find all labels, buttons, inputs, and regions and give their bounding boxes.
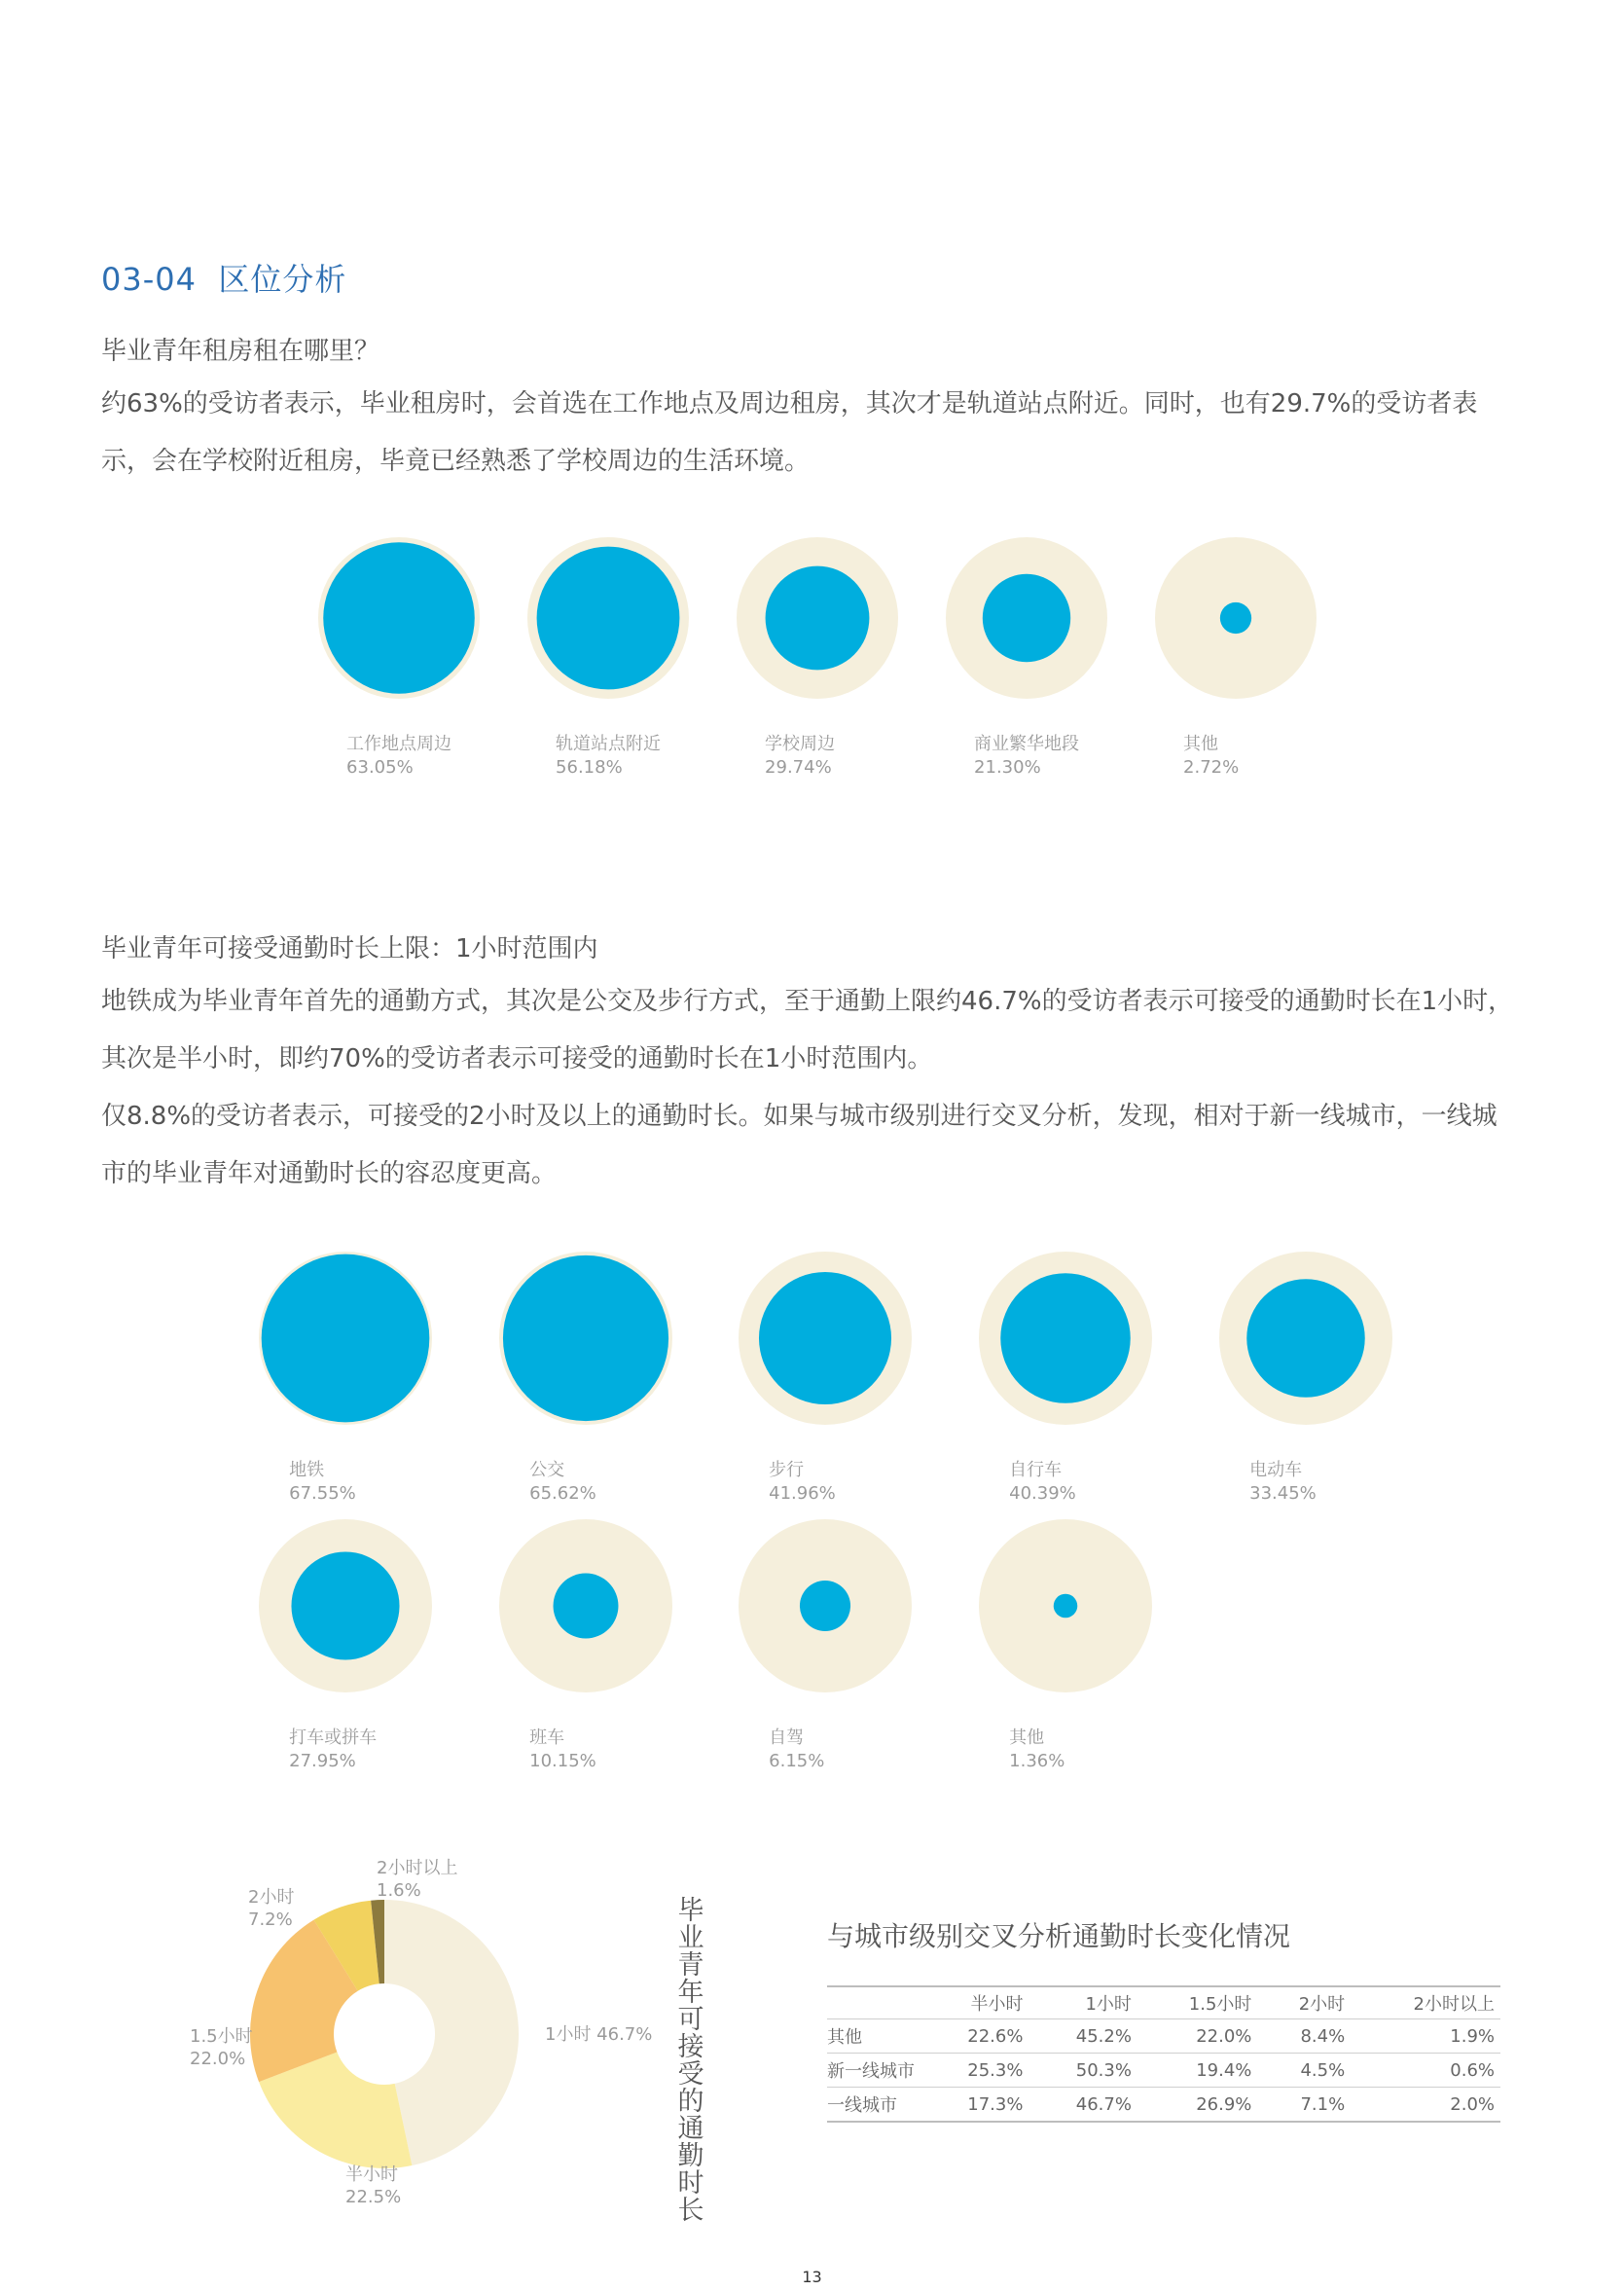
donut-value-label: 1小时 46.7% <box>545 2024 653 2045</box>
bubble-category-label: 其他 <box>1009 1727 1045 1748</box>
bubble-item <box>1155 537 1317 778</box>
commute-duration-donut <box>146 1839 671 2229</box>
bubble-item <box>739 1519 912 1771</box>
table-cell: 46.7% <box>1029 2088 1137 2123</box>
bubble-value-mark <box>262 1255 430 1423</box>
table-cell: 26.9% <box>1137 2088 1257 2123</box>
table-title: 与城市级别交叉分析通勤时长变化情况 <box>827 1920 1291 1952</box>
bubble-value-label: 6.15% <box>769 1751 825 1771</box>
bubble-value-label: 56.18% <box>556 757 623 778</box>
bubble-value-mark <box>1000 1273 1130 1402</box>
bubble-category-label: 班车 <box>529 1727 565 1748</box>
bubble-value-mark <box>759 1272 891 1404</box>
table-header-row <box>827 1986 1500 2019</box>
table-cell: 7.1% <box>1257 2088 1351 2123</box>
bubble-value-label: 10.15% <box>529 1751 596 1771</box>
table-row-label: 其他 <box>827 2019 920 2054</box>
bubble-value-label: 21.30% <box>974 757 1041 778</box>
bubble-value-label: 63.05% <box>346 757 414 778</box>
bubble-value-label: 27.95% <box>289 1751 356 1771</box>
bubble-value-label: 40.39% <box>1009 1483 1076 1504</box>
table-cell: 4.5% <box>1257 2054 1351 2088</box>
bubble-value-mark <box>766 566 870 671</box>
donut-slice <box>384 1900 519 2165</box>
donut-value-label: 1.6% <box>377 1880 421 1901</box>
table-row-label: 新一线城市 <box>827 2054 920 2088</box>
q2-title: 毕业青年可接受通勤时长上限：1小时范围内 <box>101 934 598 964</box>
bubble-value-mark <box>800 1581 850 1631</box>
bubble-value-label: 1.36% <box>1009 1751 1065 1771</box>
bubble-category-label: 学校周边 <box>765 734 836 754</box>
bubble-item <box>979 1252 1152 1504</box>
bubble-value-mark <box>537 547 680 690</box>
bubble-value-mark <box>554 1574 619 1639</box>
q2-paragraph-2: 仅8.8%的受访者表示，可接受的2小时及以上的通勤时长。如果与城市级别进行交叉分析，发现，相对于新一线城市，一线城市的毕业青年对通勤时长的容忍度更高。 <box>101 1102 1498 1188</box>
bubble-item <box>499 1519 672 1771</box>
table-cell: 0.6% <box>1351 2054 1500 2088</box>
bubble-category-label: 电动车 <box>1249 1460 1303 1480</box>
table-cell: 50.3% <box>1029 2054 1137 2088</box>
table-header-cell: 1.5小时 <box>1137 1986 1257 2019</box>
bubble-category-label: 自驾 <box>769 1727 805 1748</box>
bubble-value-label: 33.45% <box>1249 1483 1317 1504</box>
bubble-item <box>1219 1252 1392 1504</box>
bubble-item <box>737 537 898 778</box>
bubble-item <box>979 1519 1152 1771</box>
donut-category-label: 半小时 <box>345 2164 398 2185</box>
donut-title: 毕业青年可接受的通勤时长 <box>677 1896 704 2226</box>
bubble-value-mark <box>503 1255 668 1421</box>
table-header-cell: 2小时 <box>1257 1986 1351 2019</box>
bubble-value-label: 65.62% <box>529 1483 596 1504</box>
bubble-item <box>946 537 1107 778</box>
table-row <box>827 2019 1500 2054</box>
table-header-cell: 2小时以上 <box>1351 1986 1500 2019</box>
bubble-category-label: 步行 <box>769 1460 805 1480</box>
page-number: 13 <box>802 2268 822 2286</box>
q1-title: 毕业青年租房租在哪里？ <box>101 337 380 366</box>
table-row <box>827 2088 1500 2123</box>
location-bubble-chart <box>0 526 1624 808</box>
bubble-item <box>259 1519 432 1771</box>
table-cell: 2.0% <box>1351 2088 1500 2123</box>
bubble-value-label: 2.72% <box>1183 757 1240 778</box>
table-cell: 19.4% <box>1137 2054 1257 2088</box>
table-header-cell: 半小时 <box>920 1986 1029 2019</box>
donut-value-label: 22.5% <box>345 2187 402 2207</box>
bubble-category-label: 商业繁华地段 <box>974 734 1080 754</box>
bubble-category-label: 其他 <box>1183 734 1219 754</box>
bubble-value-mark <box>1246 1279 1364 1397</box>
bubble-category-label: 工作地点周边 <box>346 734 452 754</box>
table-row-label: 一线城市 <box>827 2088 920 2123</box>
bubble-value-label: 67.55% <box>289 1483 356 1504</box>
city-commute-table <box>827 1985 1500 2123</box>
q1-paragraphs <box>101 376 1522 491</box>
table-cell: 22.6% <box>920 2019 1029 2054</box>
section-title: 区位分析 <box>218 261 347 298</box>
table-header-cell <box>827 1986 920 2019</box>
bubble-item <box>739 1252 912 1504</box>
q2-paragraph-1: 地铁成为毕业青年首先的通勤方式，其次是公交及步行方式，至于通勤上限约46.7%的受访者表示可接受的通勤时长在1小时，其次是半小时，即约70%的受访者表示可接受的通勤时长在1小时范围内。 <box>101 987 1514 1073</box>
bubble-item <box>499 1252 672 1504</box>
bubble-category-label: 公交 <box>529 1460 565 1480</box>
bubble-value-mark <box>291 1551 399 1659</box>
bubble-category-label: 地铁 <box>289 1460 325 1480</box>
table-row <box>827 2054 1500 2088</box>
table-cell: 1.9% <box>1351 2019 1500 2054</box>
donut-value-label: 7.2% <box>248 1909 293 1930</box>
table-header-cell: 1小时 <box>1029 1986 1137 2019</box>
bubble-category-label: 打车或拼车 <box>289 1727 378 1748</box>
bubble-category-label: 轨道站点附近 <box>556 734 662 754</box>
bubble-value-mark <box>323 542 475 694</box>
q1-paragraph: 约63%的受访者表示，毕业租房时，会首选在工作地点及周边租房，其次才是轨道站点附近。同时，也有29.7%的受访者表示，会在学校附近租房，毕竟已经熟悉了学校周边的生活环境。 <box>101 389 1478 476</box>
bubble-category-label: 自行车 <box>1009 1460 1063 1480</box>
bubble-value-label: 29.74% <box>765 757 832 778</box>
donut-category-label: 2小时以上 <box>377 1858 458 1878</box>
section-heading <box>101 255 346 300</box>
commute-mode-bubble-chart <box>0 1236 1624 1771</box>
q2-paragraphs <box>101 973 1522 1203</box>
bubble-item <box>318 537 480 778</box>
table-cell: 25.3% <box>920 2054 1029 2088</box>
table-cell: 22.0% <box>1137 2019 1257 2054</box>
table-cell: 17.3% <box>920 2088 1029 2123</box>
table-cell: 8.4% <box>1257 2019 1351 2054</box>
donut-category-label: 1.5小时 <box>190 2026 253 2047</box>
donut-value-label: 22.0% <box>190 2049 246 2069</box>
bubble-value-mark <box>1054 1594 1077 1618</box>
bubble-item <box>259 1252 432 1504</box>
bubble-value-label: 41.96% <box>769 1483 836 1504</box>
table-cell: 45.2% <box>1029 2019 1137 2054</box>
bubble-item <box>527 537 689 778</box>
section-number: 03-04 <box>101 261 197 298</box>
donut-category-label: 2小时 <box>248 1887 295 1908</box>
bubble-value-mark <box>1220 602 1251 634</box>
bubble-value-mark <box>983 574 1070 662</box>
